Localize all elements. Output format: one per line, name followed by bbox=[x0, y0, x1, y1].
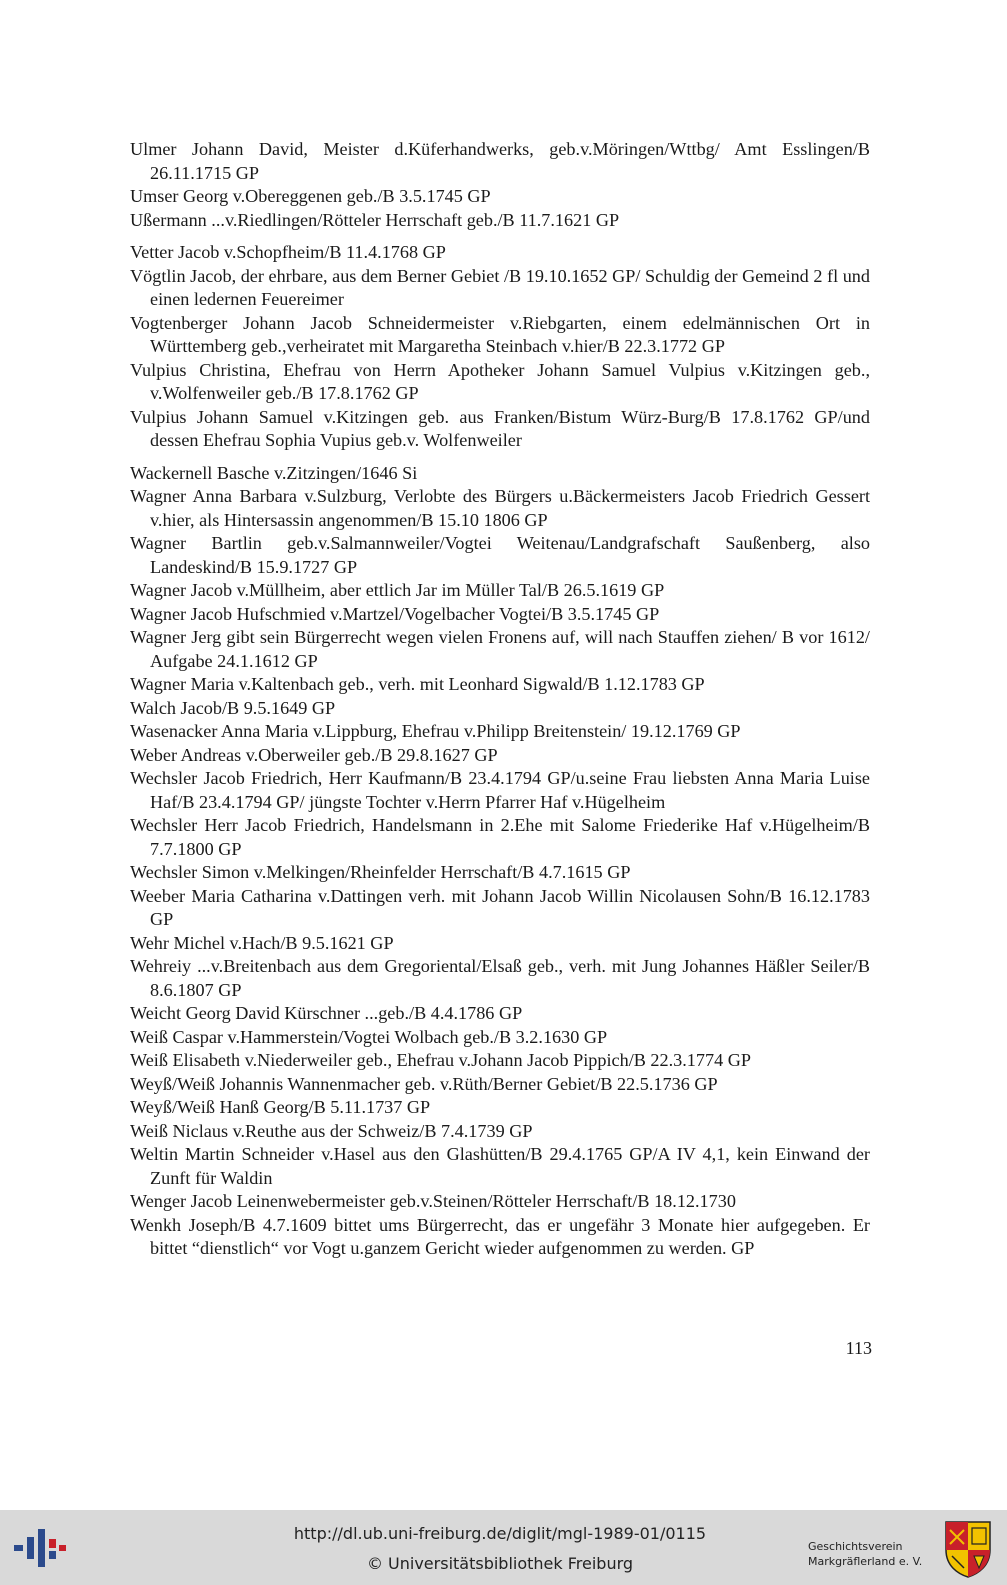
register-entry: Walch Jacob/B 9.5.1649 GP bbox=[130, 697, 336, 718]
copyright-notice: © Universitätsbibliothek Freiburg bbox=[366, 1554, 634, 1573]
register-entry: Wechsler Simon v.Melkingen/Rheinfelder Herrschaft/B 4.7.1615 GP bbox=[130, 862, 631, 882]
entry-group bbox=[130, 241, 870, 453]
register-entry: Weiß Caspar v.Hammerstein/Vogtei Wolbach geb./B 3.2.1630 GP bbox=[130, 1026, 608, 1047]
register-entry: Wagner Jacob v.Müllheim, aber ettlich Jar im Müller Tal/B 26.5.1619 GP bbox=[130, 580, 665, 600]
register-entry: Vulpius Christina, Ehefrau von Herrn Apotheker Johann Samuel Vulpius v.Kitzingen geb., v.Wolfenweiler geb./B 17.8.1762 GP bbox=[130, 359, 870, 403]
viewer-footer bbox=[0, 1510, 1007, 1585]
register-entry: Weltin Martin Schneider v.Hasel aus den Glashütten/B 29.4.1765 GP/A IV 4,1, kein Einwand der Zunft für Waldin bbox=[130, 1144, 870, 1188]
register-entry: Wagner Anna Barbara v.Sulzburg, Verlobte des Bürgers u.Bäckermeisters Jacob Friedrich Gessert v.hier, als Hintersassin angenommen/B 15.10 1806 GP bbox=[130, 486, 870, 530]
library-logo-icon[interactable] bbox=[14, 1523, 66, 1573]
register-entry: Vulpius Johann Samuel v.Kitzingen geb. aus Franken/Bistum Würz-Burg/B 17.8.1762 GP/und dessen Ehefrau Sophia Vupius geb.v. Wolfenweiler bbox=[130, 406, 870, 450]
register-entry: Weicht Georg David Kürschner ...geb./B 4.4.1786 GP bbox=[130, 1003, 523, 1023]
register-entry: Weyß/Weiß Johannis Wannenmacher geb. v.Rüth/Berner Gebiet/B 22.5.1736 GP bbox=[130, 1073, 718, 1094]
register-entry: Wechsler Jacob Friedrich, Herr Kaufmann/B 23.4.1794 GP/u.seine Frau liebsten Anna Maria Luise Haf/B 23.4.1794 GP/ jüngste Tochter v.Herrn Pfarrer Haf v.Hügelheim bbox=[130, 768, 870, 812]
register-entry: Ulmer Johann David, Meister d.Küferhandwerks, geb.v.Möringen/Wttbg/ Amt Esslingen/B 26.11.1715 GP bbox=[130, 139, 870, 183]
register-entry: Weyß/Weiß Hanß Georg/B 5.11.1737 GP bbox=[130, 1097, 431, 1117]
society-name bbox=[808, 1539, 938, 1569]
register-entry: Vögtlin Jacob, der ehrbare, aus dem Berner Gebiet /B 19.10.1652 GP/ Schuldig der Gemeind 2 fl und einen ledernen Feuereimer bbox=[130, 265, 870, 309]
permalink-url[interactable]: http://dl.ub.uni-freiburg.de/diglit/mgl-1989-01/0115 bbox=[293, 1524, 707, 1543]
register-entries bbox=[130, 138, 870, 1261]
register-entry: Wagner Bartlin geb.v.Salmannweiler/Vogtei Weitenau/Landgrafschaft Saußenberg, also Landeskind/B 15.9.1727 GP bbox=[130, 533, 870, 577]
page-number: 113 bbox=[845, 1338, 872, 1358]
register-entry: Weiß Niclaus v.Reuthe aus der Schweiz/B 7.4.1739 GP bbox=[130, 1120, 533, 1141]
register-entry: Umser Georg v.Obereggenen geb./B 3.5.1745 GP bbox=[130, 186, 491, 206]
society-name-line1: Geschichtsverein bbox=[808, 1540, 903, 1553]
register-entry: Wehreiy ...v.Breitenbach aus dem Gregoriental/Elsaß geb., verh. mit Jung Johannes Häßler Seiler/B 8.6.1807 GP bbox=[130, 956, 870, 1000]
register-entry: Weeber Maria Catharina v.Dattingen verh. mit Johann Jacob Willin Nicolausen Sohn/B 16.12.1783 GP bbox=[130, 885, 870, 929]
entry-group bbox=[130, 462, 870, 1261]
register-entry: Wagner Maria v.Kaltenbach geb., verh. mit Leonhard Sigwald/B 1.12.1783 GP bbox=[130, 674, 705, 694]
register-entry: Ußermann ...v.Riedlingen/Rötteler Herrschaft geb./B 11.7.1621 GP bbox=[130, 209, 620, 230]
society-name-line2: Markgräflerland e. V. bbox=[808, 1555, 923, 1568]
register-entry: Wechsler Herr Jacob Friedrich, Handelsmann in 2.Ehe mit Salome Friederike Haf v.Hügelheim/B 7.7.1800 GP bbox=[130, 815, 870, 859]
register-entry: Weber Andreas v.Oberweiler geb./B 29.8.1627 GP bbox=[130, 744, 498, 765]
register-entry: Vetter Jacob v.Schopfheim/B 11.4.1768 GP bbox=[130, 242, 446, 262]
coat-of-arms-icon bbox=[944, 1520, 992, 1578]
register-entry: Wehr Michel v.Hach/B 9.5.1621 GP bbox=[130, 932, 394, 953]
register-entry: Wagner Jerg gibt sein Bürgerrecht wegen vielen Fronens auf, will nach Stauffen ziehen/ B vor 1612/ Aufgabe 24.1.1612 GP bbox=[130, 627, 870, 671]
register-entry: Wenkh Joseph/B 4.7.1609 bittet ums Bürgerrecht, das er ungefähr 3 Monate hier aufgegeben. Er bittet “dienstlich“ vor Vogt u.ganzem Gericht wieder aufgenommen zu werden. GP bbox=[130, 1214, 870, 1258]
entry-group bbox=[130, 138, 870, 232]
register-entry: Vogtenberger Johann Jacob Schneidermeister v.Riebgarten, einem edelmännischen Ort in Württemberg geb.,verheiratet mit Margaretha Steinbach v.hier/B 22.3.1772 GP bbox=[130, 312, 870, 356]
register-entry: Wenger Jacob Leinenwebermeister geb.v.Steinen/Rötteler Herrschaft/B 18.12.1730 bbox=[130, 1191, 736, 1211]
register-entry: Weiß Elisabeth v.Niederweiler geb., Ehefrau v.Johann Jacob Pippich/B 22.3.1774 GP bbox=[130, 1050, 751, 1070]
register-entry: Wasenacker Anna Maria v.Lippburg, Ehefrau v.Philipp Breitenstein/ 19.12.1769 GP bbox=[130, 721, 741, 741]
register-entry: Wackernell Basche v.Zitzingen/1646 Si bbox=[130, 462, 418, 483]
register-entry: Wagner Jacob Hufschmied v.Martzel/Vogelbacher Vogtei/B 3.5.1745 GP bbox=[130, 603, 660, 624]
